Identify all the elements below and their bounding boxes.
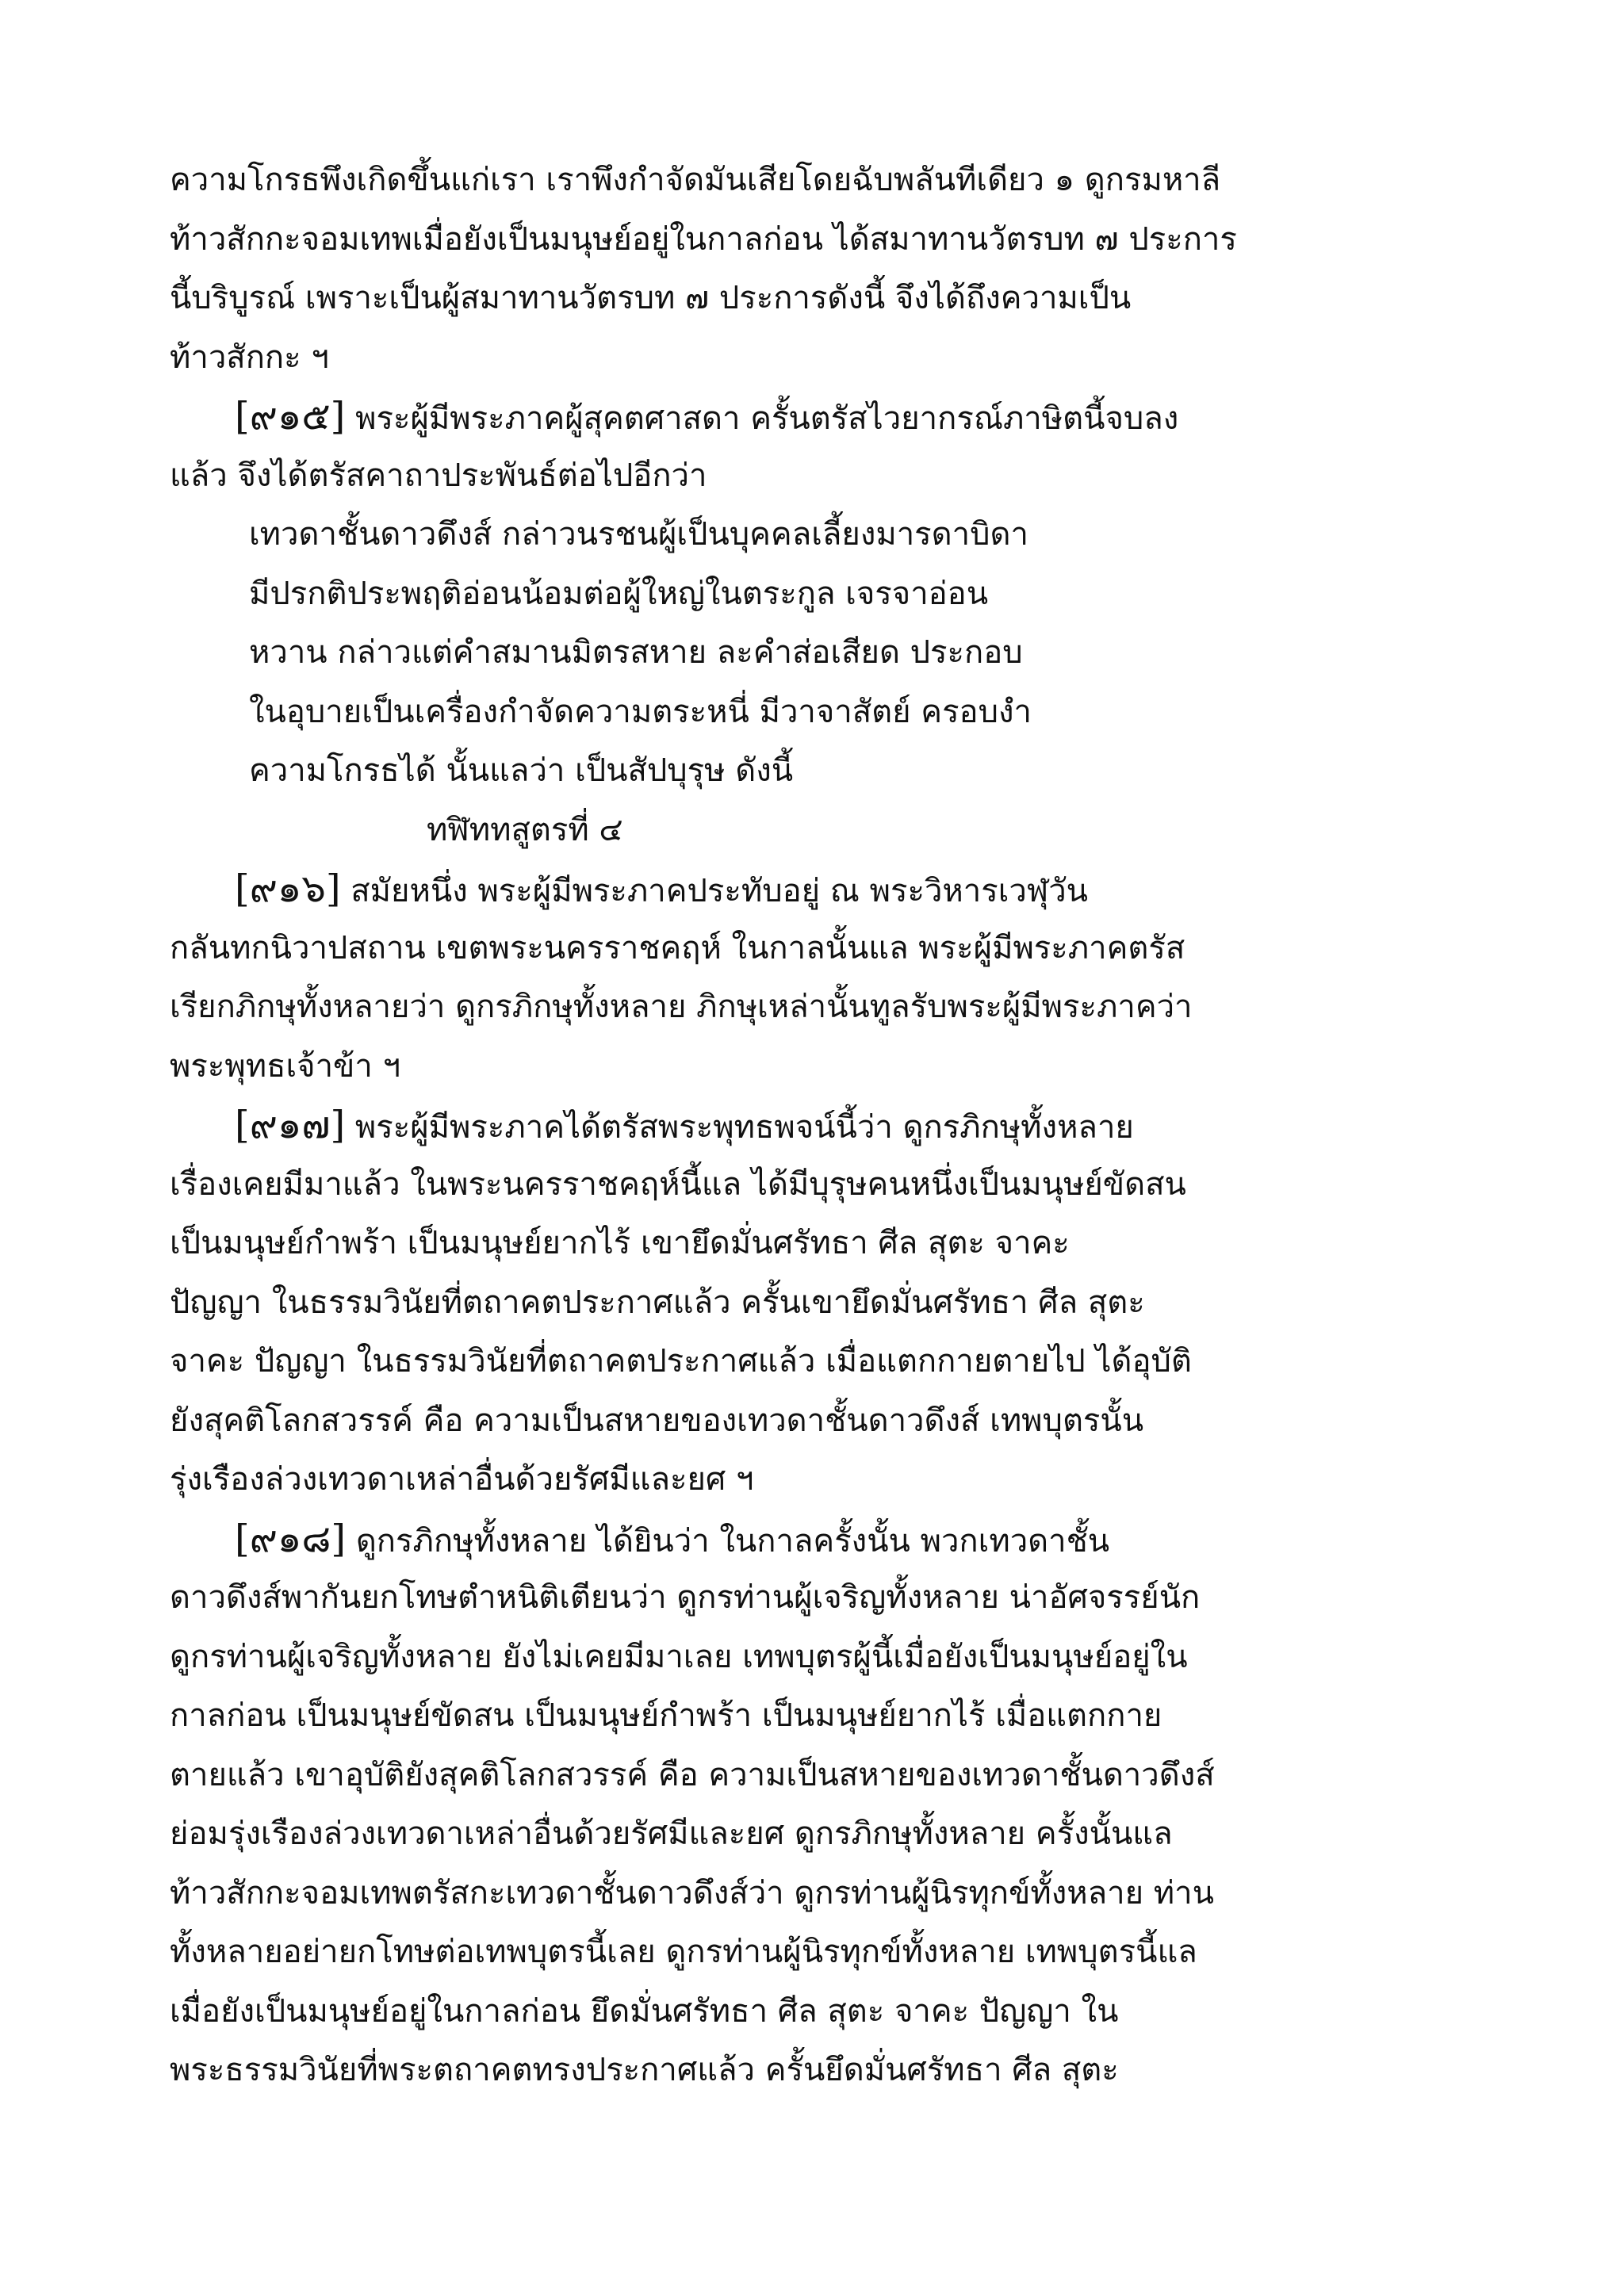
verse-line: มีปรกติประพฤติอ่อนน้อมต่อผู้ใหญ่ในตระกูล เจรจาอ่อน xyxy=(249,575,989,612)
body-text xyxy=(170,151,1486,2100)
paragraph-918-start xyxy=(170,1510,1486,1569)
paragraph-number: [๙๑๗] xyxy=(235,1103,346,1147)
verse-line: ในอุบายเป็นเครื่องกำจัดความตระหนี่ มีวาจาสัตย์ ครอบงำ xyxy=(249,693,1032,730)
text-line: เป็นมนุษย์กำพร้า เป็นมนุษย์ยากไร้ เขายึดมั่นศรัทธา ศีล สุตะ จาคะ xyxy=(170,1225,1070,1261)
text-line: ดาวดึงส์พากันยกโทษตำหนิติเตียนว่า ดูกรท่านผู้เจริญทั้งหลาย น่าอัศจรรย์นัก xyxy=(170,1579,1201,1616)
verse-line: ความโกรธได้ นั้นแลว่า เป็นสัปบุรุษ ดังนี้ xyxy=(249,752,794,789)
verse-line: เทวดาชั้นดาวดึงส์ กล่าวนรชนผู้เป็นบุคคลเลี้ยงมารดาบิดา xyxy=(249,516,1028,553)
verse-line: หวาน กล่าวแต่คำสมานมิตรสหาย ละคำส่อเสียด ประกอบ xyxy=(249,634,1023,671)
text-line: ปัญญา ในธรรมวินัยที่ตถาคตประกาศแล้ว ครั้นเขายึดมั่นศรัทธา ศีล สุตะ xyxy=(170,1284,1145,1321)
text-line: เรื่องเคยมีมาแล้ว ในพระนครราชคฤห์นี้แล ได้มีบุรุษคนหนึ่งเป็นมนุษย์ขัดสน xyxy=(170,1165,1186,1203)
text-line: พระธรรมวินัยที่พระตถาคตทรงประกาศแล้ว ครั้นยึดมั่นศรัทธา ศีล สุตะ xyxy=(170,2052,1119,2088)
paragraph-917-start xyxy=(170,1096,1486,1155)
paragraph-916-start xyxy=(170,859,1486,919)
text-line: พระผู้มีพระภาคได้ตรัสพระพุทธพจน์นี้ว่า ดูกรภิกษุทั้งหลาย xyxy=(354,1109,1134,1146)
text-line: กาลก่อน เป็นมนุษย์ขัดสน เป็นมนุษย์กำพร้า เป็นมนุษย์ยากไร้ เมื่อแตกกาย xyxy=(170,1697,1162,1734)
text-line: แล้ว จึงได้ตรัสคาถาประพันธ์ต่อไปอีกว่า xyxy=(170,457,707,494)
text-line: นี้บริบูรณ์ เพราะเป็นผู้สมาทานวัตรบท ๗ ประการดังนี้ จึงได้ถึงความเป็น xyxy=(170,280,1132,316)
text-line: กลันทกนิวาปสถาน เขตพระนครราชคฤห์ ในกาลนั้นแล พระผู้มีพระภาคตรัส xyxy=(170,929,1185,966)
text-line: พระพุทธเจ้าข้า ฯ xyxy=(170,1047,401,1085)
text-line: จาคะ ปัญญา ในธรรมวินัยที่ตถาคตประกาศแล้ว เมื่อแตกกายตายไป ได้อุบัติ xyxy=(170,1343,1192,1380)
text-line: ท้าวสักกะ ฯ xyxy=(170,339,329,376)
text-line: ดูกรท่านผู้เจริญทั้งหลาย ยังไม่เคยมีมาเลย เทพบุตรผู้นี้เมื่อยังเป็นมนุษย์อยู่ใน xyxy=(170,1638,1188,1675)
paragraph-number: [๙๑๖] xyxy=(235,867,341,911)
text-line: สมัยหนึ่ง พระผู้มีพระภาคประทับอยู่ ณ พระวิหารเวฬุวัน xyxy=(350,873,1089,909)
text-line: เมื่อยังเป็นมนุษย์อยู่ในกาลก่อน ยึดมั่นศรัทธา ศีล สุตะ จาคะ ปัญญา ใน xyxy=(170,1992,1119,2030)
text-line: ท้าวสักกะจอมเทพตรัสกะเทวดาชั้นดาวดึงส์ว่า ดูกรท่านผู้นิรทุกข์ทั้งหลาย ท่าน xyxy=(170,1874,1214,1911)
paragraph-number: [๙๑๕] xyxy=(235,394,346,438)
text-line: พระผู้มีพระภาคผู้สุคตศาสดา ครั้นตรัสไวยากรณ์ภาษิตนี้จบลง xyxy=(355,400,1179,437)
text-line: ความโกรธพึงเกิดขึ้นแก่เรา เราพึงกำจัดมันเสียโดยฉับพลันทีเดียว ๑ ดูกรมหาลี xyxy=(170,162,1221,198)
text-line: ท้าวสักกะจอมเทพเมื่อยังเป็นมนุษย์อยู่ในกาลก่อน ได้สมาทานวัตรบท ๗ ประการ xyxy=(170,220,1237,258)
text-line: ทั้งหลายอย่ายกโทษต่อเทพบุตรนี้เลย ดูกรท่านผู้นิรทุกข์ทั้งหลาย เทพบุตรนี้แล xyxy=(170,1934,1197,1970)
paragraph-number: [๙๑๘] xyxy=(235,1516,347,1561)
paragraph-915-start xyxy=(170,387,1486,446)
text-line: ตายแล้ว เขาอุบัติยังสุคติโลกสวรรค์ คือ ความเป็นสหายของเทวดาชั้นดาวดึงส์ xyxy=(170,1756,1215,1793)
text-line: เรียกภิกษุทั้งหลายว่า ดูกรภิกษุทั้งหลาย ภิกษุเหล่านั้นทูลรับพระผู้มีพระภาคว่า xyxy=(170,989,1193,1025)
sutta-title: ทฬิททสูตรที่ ๔ xyxy=(427,811,623,848)
text-line: ดูกรภิกษุทั้งหลาย ได้ยินว่า ในกาลครั้งนั้น พวกเทวดาชั้น xyxy=(355,1522,1110,1559)
text-line: รุ่งเรืองล่วงเทวดาเหล่าอื่นด้วยรัศมีและยศ ฯ xyxy=(170,1461,754,1498)
text-line: ยังสุคติโลกสวรรค์ คือ ความเป็นสหายของเทวดาชั้นดาวดึงส์ เทพบุตรนั้น xyxy=(170,1402,1144,1439)
text-line: ย่อมรุ่งเรืองล่วงเทวดาเหล่าอื่นด้วยรัศมีและยศ ดูกรภิกษุทั้งหลาย ครั้งนั้นแล xyxy=(170,1816,1173,1852)
